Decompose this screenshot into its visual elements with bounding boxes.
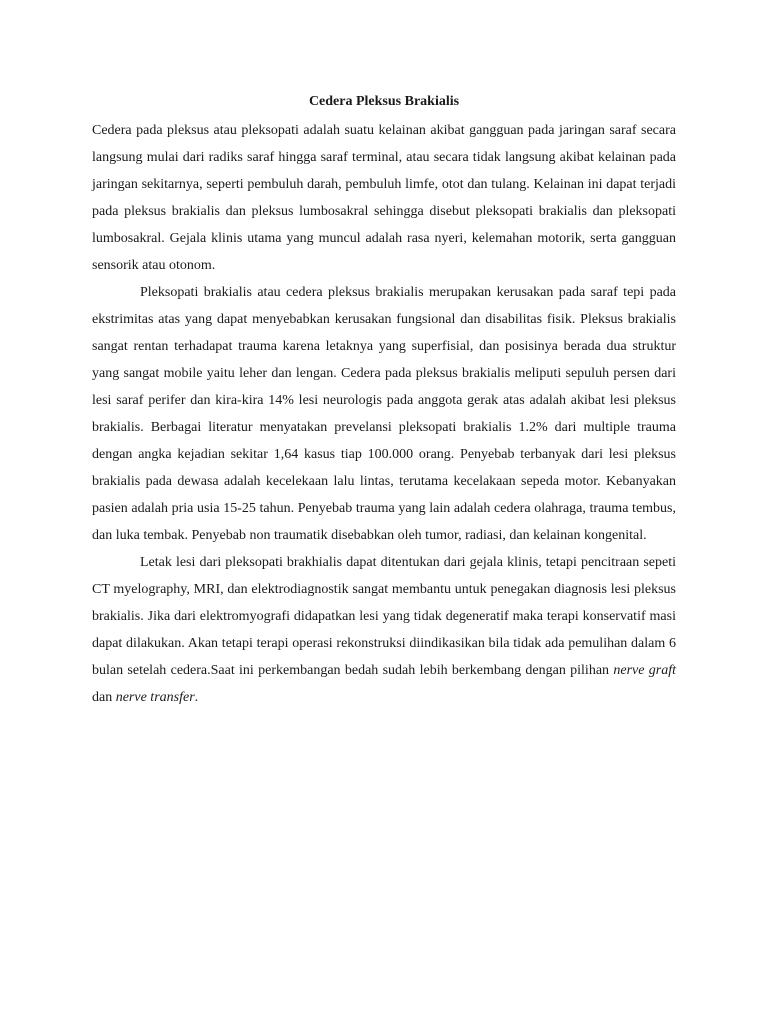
paragraph-3-text: Letak lesi dari pleksopati brakhialis dapat ditentukan dari gejala klinis, tetapi pencitraan sepeti CT myelography, MRI, dan elektrodiagnostik sangat membantu untuk penegakan diagnosis lesi pleksus brakialis. Jika dari elektromyografi didapatkan lesi yang tidak degeneratif maka terapi konservatif masi dapat dilakukan. Akan tetapi terapi operasi rekonstruksi diindikasikan bila tidak ada pemulihan dalam 6 bulan setelah cedera.Saat ini perkembangan bedah sudah lebih berkembang dengan pilihan bbox=[92, 555, 676, 678]
document-body bbox=[92, 117, 676, 711]
document-title: Cedera Pleksus Brakialis bbox=[308, 94, 460, 109]
paragraph-3-connector: dan bbox=[92, 690, 116, 705]
paragraph-3 bbox=[92, 549, 676, 711]
paragraph-2: Pleksopati brakialis atau cedera pleksus brakialis merupakan kerusakan pada saraf tepi pada ekstrimitas atas yang dapat menyebabkan kerusakan fungsional dan disabilitas fisik. Pleksus brakialis sangat rentan terhadapat trauma karena letaknya yang superfisial, dan posisinya berada dua struktur yang sangat mobile yaitu leher dan lengan. Cedera pada pleksus brakialis meliputi sepuluh persen dari lesi saraf perifer dan kira-kira 14% lesi neurologis pada anggota gerak atas adalah akibat lesi pleksus brakialis. Berbagai literatur menyatakan prevelansi pleksopati brakialis 1.2% dari multiple trauma dengan angka kejadian sekitar 1,64 kasus tiap 100.000 orang. Penyebab terbanyak dari lesi pleksus brakialis pada dewasa adalah kecelekaan lalu lintas, terutama kecelakaan sepeda motor. Kebanyakan pasien adalah pria usia 15-25 tahun. Penyebab trauma yang lain adalah cedera olahraga, trauma tembus, dan luka tembak. Penyebab non traumatik disebabkan oleh tumor, radiasi, dan kelainan kongenital. bbox=[92, 285, 676, 543]
paragraph-3-end: . bbox=[194, 690, 199, 705]
italic-term-nerve-graft: nerve graft bbox=[613, 663, 676, 678]
italic-term-nerve-transfer: nerve transfer bbox=[115, 690, 195, 705]
paragraph-1: Cedera pada pleksus atau pleksopati adalah suatu kelainan akibat gangguan pada jaringan saraf secara langsung mulai dari radiks saraf hingga saraf terminal, atau secara tidak langsung akibat kelainan pada jaringan sekitarnya, seperti pembuluh darah, pembuluh limfe, otot dan tulang. Kelainan ini dapat terjadi pada pleksus brakialis dan pleksus lumbosakral sehingga disebut pleksopati brakialis dan pleksopati lumbosakral. Gejala klinis utama yang muncul adalah rasa nyeri, kelemahan motorik, serta gangguan sensorik atau otonom. bbox=[92, 123, 676, 273]
